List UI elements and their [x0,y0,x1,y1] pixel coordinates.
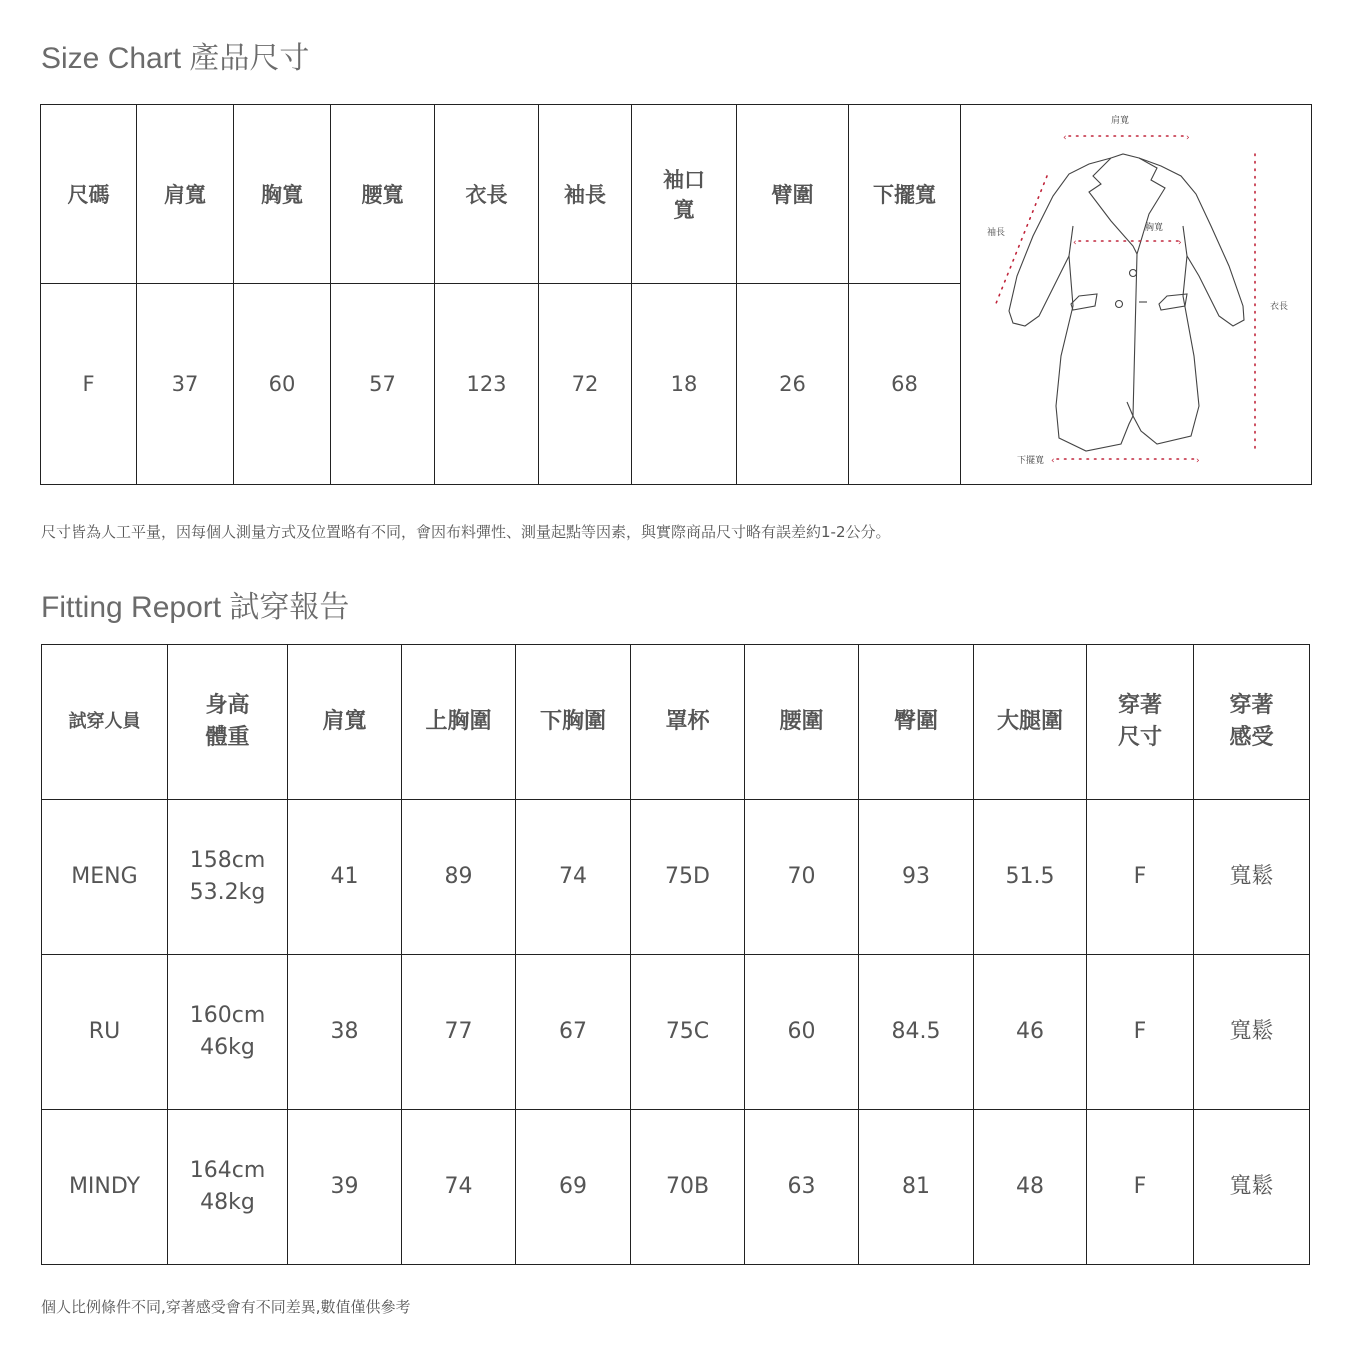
size-header-shoulder: 肩寬 [137,105,234,284]
fit-header-feeling [1194,645,1310,800]
size-header-length: 衣長 [435,105,539,284]
coat-diagram [961,106,1310,484]
fit-header-thigh: 大腿圍 [974,645,1087,800]
tester-under-bust: 74 [516,800,631,955]
size-header-hem: 下擺寬 [849,105,961,284]
size-header-arm: 臂圍 [737,105,849,284]
measurement-lines [995,136,1255,459]
fit-header-size-worn [1087,645,1194,800]
tester-upper-bust: 77 [402,955,516,1110]
size-header-size: 尺碼 [41,105,137,284]
tester-feeling: 寬鬆 [1194,955,1310,1110]
fit-header-under-bust: 下胸圍 [516,645,631,800]
tester-thigh: 51.5 [974,800,1087,955]
tester-waist: 60 [745,955,859,1110]
size-chart-table [40,104,1312,485]
size-header-cuff [632,105,737,284]
diagram-label-shoulder: 肩寬 [1111,115,1130,126]
table-row [42,800,1310,955]
fit-header-height-weight [168,645,288,800]
diagram-label-hem: 下擺寬 [1017,455,1045,466]
table-row [42,955,1310,1110]
fit-header-size-worn-line1: 穿著 [1117,693,1162,719]
size-header-cuff-line2: 寬 [673,198,695,222]
fit-header-cup: 罩杯 [631,645,745,800]
fit-header-height: 身高 [205,693,250,719]
tester-size-worn: F [1087,800,1194,955]
tester-name: MENG [42,800,168,955]
fit-header-shoulder: 肩寬 [288,645,402,800]
fitting-report-title: Fitting Report 試穿報告 [41,591,350,624]
size-header-sleeve: 袖長 [539,105,632,284]
size-value-length: 123 [435,284,539,485]
table-row [42,1110,1310,1265]
svg-text:›: › [1186,132,1190,143]
tester-waist: 63 [745,1110,859,1265]
size-value-shoulder: 37 [137,284,234,485]
tester-cup: 70B [631,1110,745,1265]
fitting-report-note: 個人比例條件不同,穿著感受會有不同差異,數值僅供參考 [41,1298,411,1316]
size-header-cuff-line1: 袖口 [663,168,705,192]
tester-upper-bust: 89 [402,800,516,955]
size-value-cuff: 18 [632,284,737,485]
fit-header-tester: 試穿人員 [42,645,168,800]
svg-text:‹: ‹ [1063,132,1067,143]
tester-name: RU [42,955,168,1110]
tester-height: 164cm [189,1158,266,1184]
tester-cup: 75D [631,800,745,955]
tester-feeling: 寬鬆 [1194,1110,1310,1265]
sleeve-length-line [995,176,1047,306]
size-value-sleeve: 72 [539,284,632,485]
tester-hip: 81 [859,1110,974,1265]
fitting-report-table [41,644,1310,1265]
size-chart-note: 尺寸皆為人工平量，因每個人測量方式及位置略有不同，會因布料彈性、測量起點等因素，與實際商品尺寸略有誤差約1-2公分。 [41,523,891,541]
diagram-label-sleeve: 袖長 [987,227,1006,238]
fit-header-upper-bust: 上胸圍 [402,645,516,800]
fit-header-feeling-line1: 穿著 [1229,693,1274,719]
tester-feeling: 寬鬆 [1194,800,1310,955]
fit-header-size-worn-line2: 尺寸 [1117,725,1162,750]
coat-outline [1009,154,1244,451]
tester-size-worn: F [1087,955,1194,1110]
tester-height: 158cm [189,848,266,874]
fit-header-hip: 臀圍 [859,645,974,800]
tester-height-weight [168,800,288,955]
tester-shoulder: 39 [288,1110,402,1265]
fit-header-waist: 腰圍 [745,645,859,800]
tester-name: MINDY [42,1110,168,1265]
svg-text:‹: ‹ [1051,455,1055,466]
measurement-arrowheads [1051,133,1200,466]
size-value-arm: 26 [737,284,849,485]
svg-text:›: › [1178,237,1182,248]
svg-text:›: › [1196,455,1200,466]
tester-under-bust: 67 [516,955,631,1110]
tester-weight: 53.2kg [189,880,266,905]
tester-shoulder: 41 [288,800,402,955]
tester-hip: 93 [859,800,974,955]
tester-cup: 75C [631,955,745,1110]
tester-thigh: 46 [974,955,1087,1110]
garment-diagram-cell [961,105,1312,485]
tester-thigh: 48 [974,1110,1087,1265]
fit-header-feeling-line2: 感受 [1229,725,1274,750]
tester-shoulder: 38 [288,955,402,1110]
size-header-chest: 胸寬 [234,105,331,284]
tester-height: 160cm [189,1003,266,1029]
size-chart-title: Size Chart 產品尺寸 [41,42,310,75]
diagram-label-chest: 胸寬 [1145,222,1164,233]
fit-header-weight: 體重 [205,725,250,750]
size-value-hem: 68 [849,284,961,485]
tester-height-weight [168,1110,288,1265]
size-value-size: F [41,284,137,485]
tester-hip: 84.5 [859,955,974,1110]
tester-size-worn: F [1087,1110,1194,1265]
tester-weight: 46kg [200,1035,255,1060]
size-value-chest: 60 [234,284,331,485]
tester-height-weight [168,955,288,1110]
diagram-label-length: 衣長 [1270,301,1289,312]
tester-waist: 70 [745,800,859,955]
tester-upper-bust: 74 [402,1110,516,1265]
size-value-waist: 57 [331,284,435,485]
svg-text:‹: ‹ [1073,237,1077,248]
tester-weight: 48kg [200,1190,255,1215]
size-header-waist: 腰寬 [331,105,435,284]
tester-under-bust: 69 [516,1110,631,1265]
